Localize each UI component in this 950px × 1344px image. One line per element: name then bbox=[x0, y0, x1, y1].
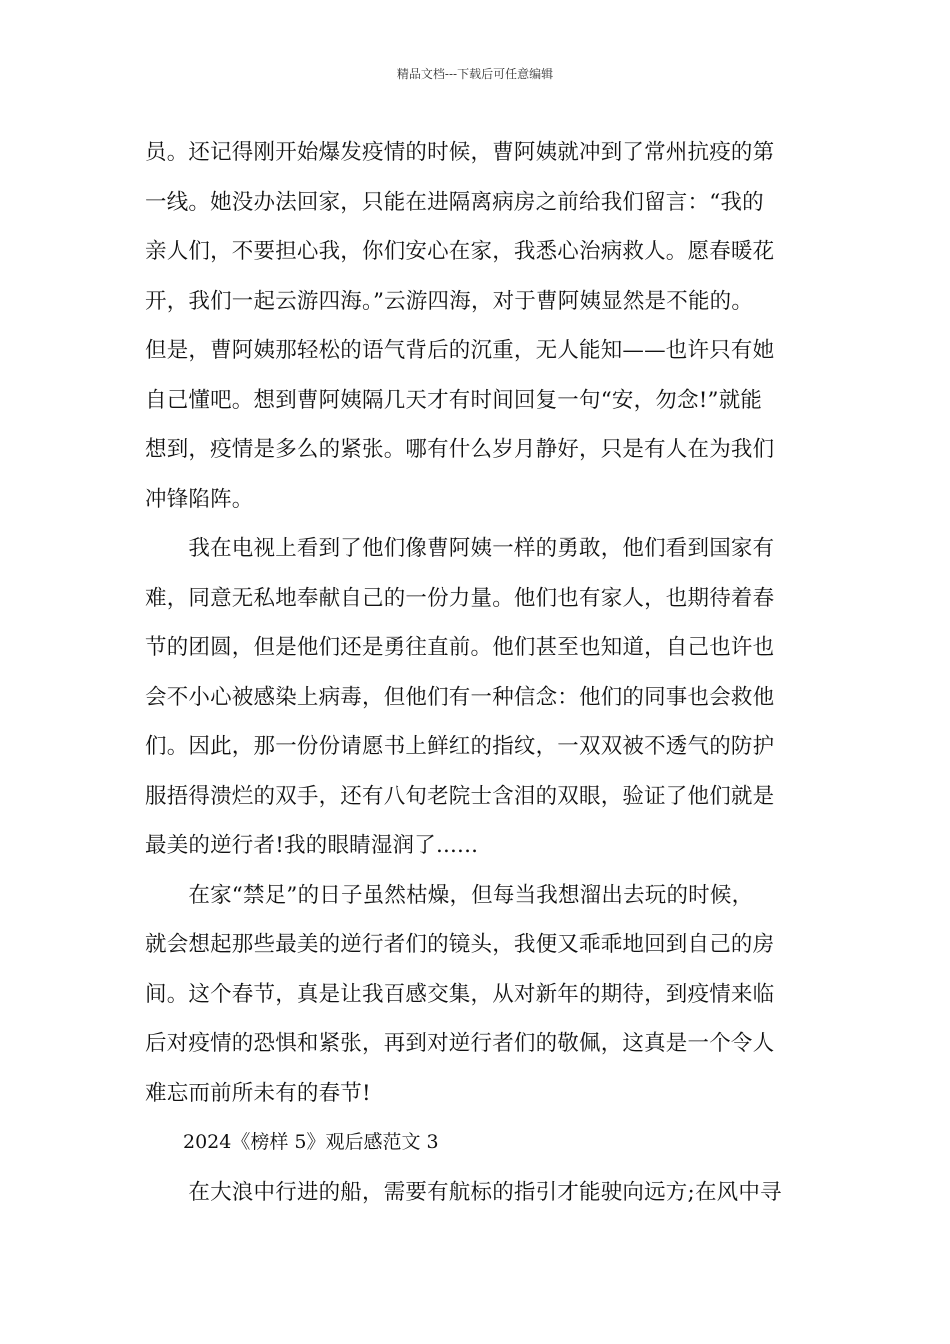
text-line: 后对疫情的恐惧和紧张，再到对逆行者们的敬佩，这真是一个令人 bbox=[145, 1031, 775, 1056]
text-line: 难忘而前所未有的春节! bbox=[145, 1080, 371, 1106]
text-line: 节的团圆，但是他们还是勇往直前。他们甚至也知道，自己也许也 bbox=[145, 635, 775, 660]
section-heading: 2024《榜样 5》观后感范文 3 bbox=[145, 1131, 439, 1153]
text-line: 在大浪中行进的船，需要有航标的指引才能驶向远方;在风中寻 bbox=[145, 1179, 782, 1205]
page-header: 精品文档---下载后可任意编辑 bbox=[396, 67, 554, 81]
text-line: 一线。她没办法回家，只能在进隔离病房之前给我们留言：“我的 bbox=[145, 189, 764, 215]
text-line: 在家“禁足”的日子虽然枯燥，但每当我想溜出去玩的时候， bbox=[145, 882, 754, 908]
text-line: 会不小心被感染上病毒，但他们有一种信念：他们的同事也会救他 bbox=[145, 684, 775, 710]
text-line: 想到，疫情是多么的紧张。哪有什么岁月静好，只是有人在为我们 bbox=[145, 437, 775, 462]
text-line: 自己懂吧。想到曹阿姨隔几天才有时间回复一句“安，勿念!”就能 bbox=[145, 387, 763, 413]
text-line: 难，同意无私地奉献自己的一份力量。他们也有家人，也期待着春 bbox=[145, 585, 775, 611]
text-line: 最美的逆行者!我的眼睛湿润了...... bbox=[145, 833, 479, 858]
text-line: 我在电视上看到了他们像曹阿姨一样的勇敢，他们看到国家有 bbox=[145, 536, 775, 561]
text-line: 亲人们，不要担心我，你们安心在家，我悉心治病救人。愿春暖花 bbox=[145, 239, 775, 264]
text-line: 员。还记得刚开始爆发疫情的时候，曹阿姨就冲到了常州抗疫的第 bbox=[145, 140, 775, 165]
text-line: 冲锋陷阵。 bbox=[145, 486, 254, 512]
text-line: 但是，曹阿姨那轻松的语气背后的沉重，无人能知——也许只有她 bbox=[145, 338, 775, 363]
text-line: 开，我们一起云游四海。”云游四海，对于曹阿姨显然是不能的。 bbox=[145, 288, 754, 314]
text-line: 们。因此，那一份份请愿书上鲜红的指纹，一双双被不透气的防护 bbox=[145, 734, 775, 759]
document-body bbox=[145, 128, 807, 1217]
text-line: 间。这个春节，真是让我百感交集，从对新年的期待，到疫情来临 bbox=[145, 981, 775, 1007]
text-line: 就会想起那些最美的逆行者们的镜头，我便又乖乖地回到自己的房 bbox=[145, 932, 775, 957]
text-line: 服捂得溃烂的双手，还有八旬老院士含泪的双眼，验证了他们就是 bbox=[145, 783, 775, 809]
